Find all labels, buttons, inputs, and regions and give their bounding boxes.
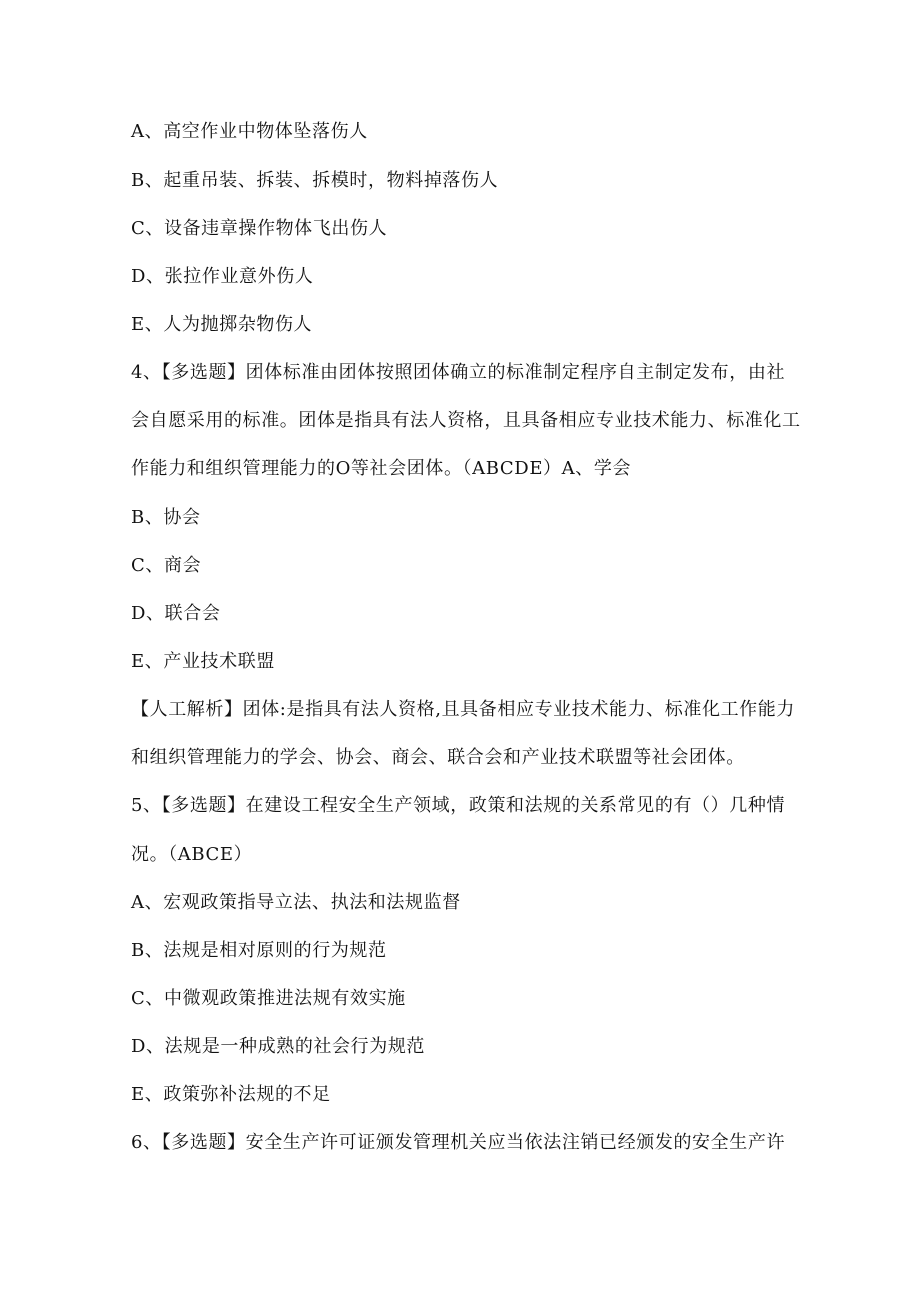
option-e-q4: E、产业技术联盟 xyxy=(131,651,275,672)
option-a-q3: A、高空作业中物体坠落伤人 xyxy=(131,121,368,142)
analysis-q4-line-1: 【人工解析】团体:是指具有法人资格,且具备相应专业技术能力、标准化工作能力 xyxy=(131,699,795,720)
option-d-q3: D、张拉作业意外伤人 xyxy=(131,266,314,287)
question-5-line-2: 况。（ABCE） xyxy=(131,844,253,865)
option-b-q4: B、协会 xyxy=(131,507,201,528)
option-b-q3: B、起重吊装、拆装、拆模时，物料掉落伤人 xyxy=(131,170,499,191)
option-e-q5: E、政策弥补法规的不足 xyxy=(131,1084,331,1105)
analysis-q4-line-2: 和组织管理能力的学会、协会、商会、联合会和产业技术联盟等社会团体。 xyxy=(131,747,745,768)
option-c-q5: C、中微观政策推进法规有效实施 xyxy=(131,988,406,1009)
option-c-q3: C、设备违章操作物体飞出伤人 xyxy=(131,218,388,239)
question-5-line-1: 5、【多选题】在建设工程安全生产领域，政策和法规的关系常见的有（）几种情 xyxy=(131,795,786,816)
question-4-line-2: 会自愿采用的标准。团体是指具有法人资格，且具备相应专业技术能力、标准化工 xyxy=(131,410,801,431)
option-d-q5: D、法规是一种成熟的社会行为规范 xyxy=(131,1036,426,1057)
question-6-line-1: 6、【多选题】安全生产许可证颁发管理机关应当依法注销已经颁发的安全生产许 xyxy=(131,1132,786,1153)
question-4-line-3: 作能力和组织管理能力的O等社会团体。（ABCDE）A、学会 xyxy=(131,458,632,479)
option-a-q5: A、宏观政策指导立法、执法和法规监督 xyxy=(131,892,461,913)
question-4-line-1: 4、【多选题】团体标准由团体按照团体确立的标准制定程序自主制定发布，由社 xyxy=(131,362,786,383)
option-b-q5: B、法规是相对原则的行为规范 xyxy=(131,940,387,961)
option-e-q3: E、人为抛掷杂物伤人 xyxy=(131,314,313,335)
option-c-q4: C、商会 xyxy=(131,555,202,576)
option-d-q4: D、联合会 xyxy=(131,603,221,624)
